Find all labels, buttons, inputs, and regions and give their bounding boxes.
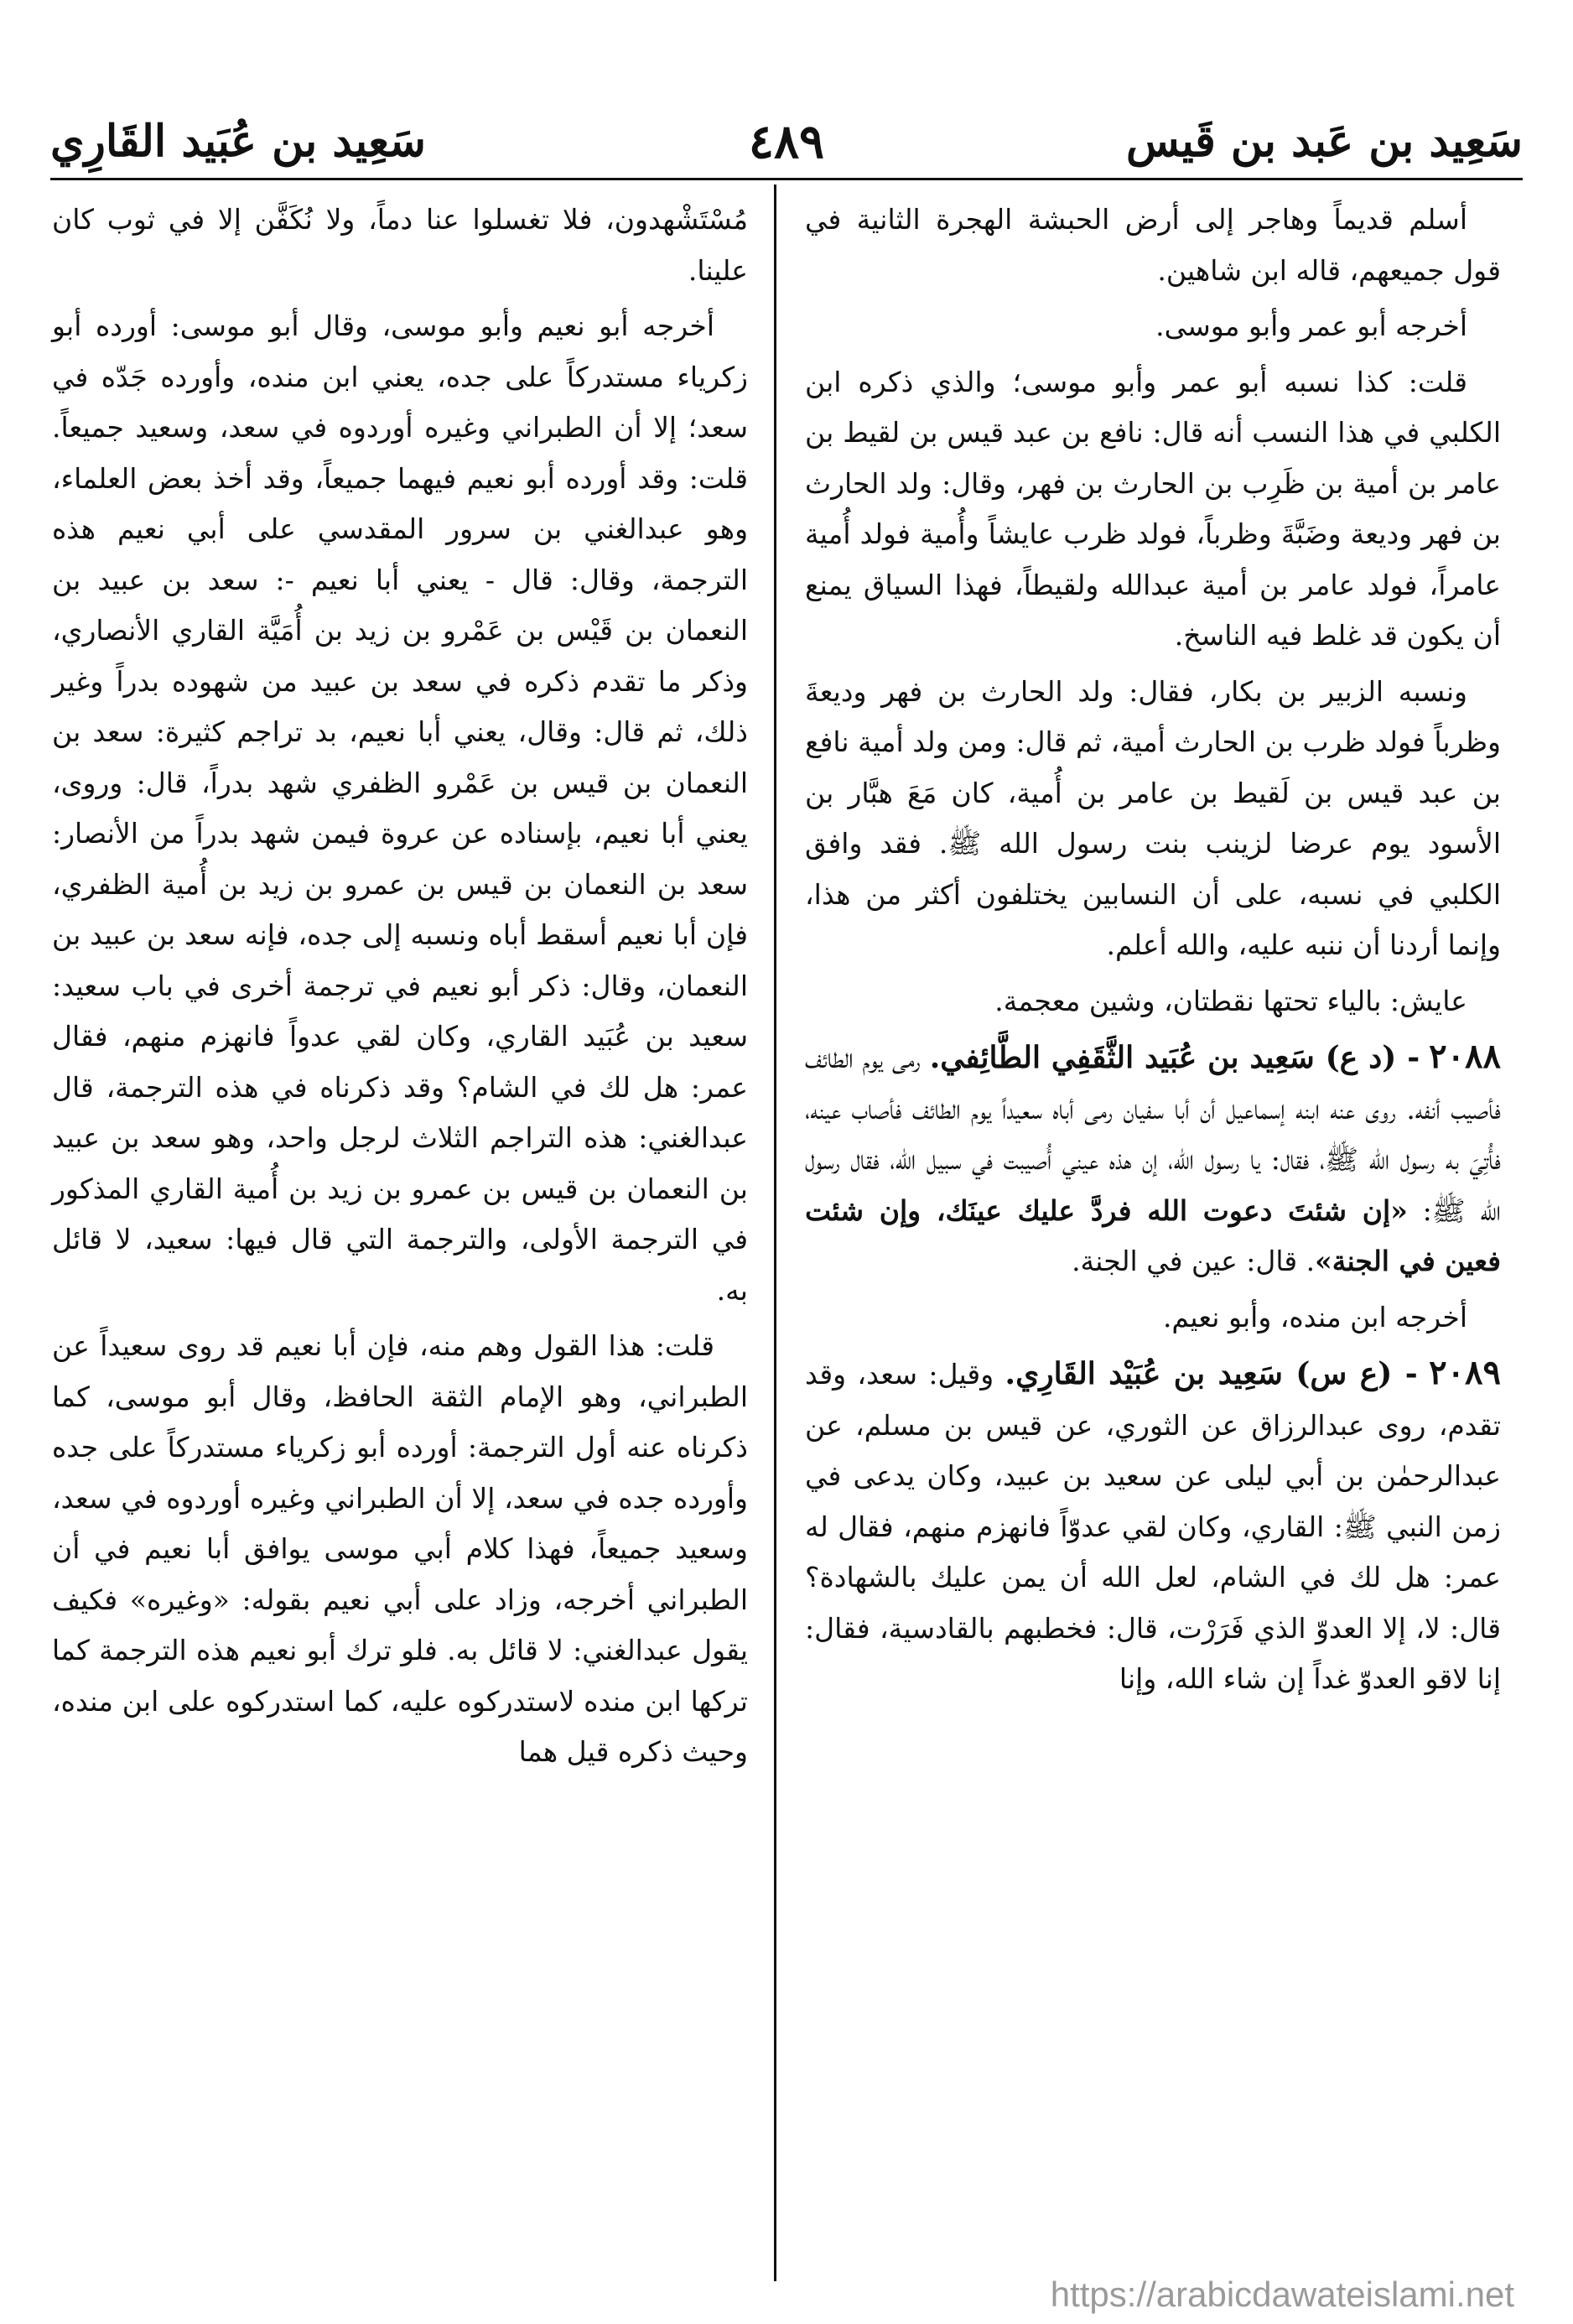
paragraph: أخرجه أبو نعيم وأبو موسى، وقال أبو موسى: أورده أبو زكرياء مستدركاً على جده، يعني ابن منده، وأورده جَدّه في سعد؛ إلا أن الطبراني وغيره أوردوه في سعد، وسعيد جميعاً. قلت: وقد أورده أبو نعيم فيهما جميعاً، وقد أخذ بعض العلماء، وهو عبدالغني بن سرور المقدسي على أبي نعيم هذه الترجمة، وقال: قال - يعني أبا نعيم -: سعد بن عبيد بن النعمان بن قَيْس بن عَمْرو بن زيد بن أُمَيَّة القاري الأنصاري، وذكر ما تقدم ذكره في سعد بن عبيد من شهوده بدراً وغير ذلك، ثم قال: وقال، يعني أبا نعيم، بد تراجم كثيرة: سعد بن النعمان بن قيس بن عَمْرو الظفري شهد بدراً، قال: وروى، يعني أبا نعيم، بإسناده عن عروة فيمن شهد بدراً من الأنصار: سعد بن النعمان بن قيس بن عمرو بن زيد بن أُمية الظفري، فإن أبا نعيم أسقط أباه ونسبه إلى جده، فإنه سعد بن عبيد بن النعمان، وقال: ذكر أبو نعيم في ترجمة أخرى في باب سعيد: سعيد بن عُبَيد القاري، وكان لقي عدواً فانهزم منهم، فقال عمر: هل لك في الشام؟ وقد ذكرناه في هذه الترجمة، قال عبدالغني: هذه التراجم الثلاث لرجل واحد، وهو سعد بن عبيد بن النعمان بن قيس بن عمرو بن زيد بن أُمية القاري المذكور في الترجمة الأولى، والترجمة التي قال فيها: سعيد، لا قائل به.: [52, 309, 748, 1307]
entry-2088: [805, 1032, 1501, 1287]
watermark-url: https://arabicdawateislami.net: [1050, 2275, 1514, 2314]
paragraph: ونسبه الزبير بن بكار، فقال: ولد الحارث بن فهر وديعةَ وظرباً فولد ظرب بن الحارث أمية، ثم قال: ومن ولد أمية نافع بن عبد قيس بن لَقيط بن عامر بن أُمية، كان مَعَ هبَّار بن الأسود يوم عرضا لزينب بنت رسول الله ﷺ. فقد وافق الكلبي في نسبه، على أن النسابين يختلفون أكثر من هذا، وإنما أردنا أن ننبه عليه، والله أعلم.: [805, 674, 1501, 961]
entry-2089: [805, 1348, 1501, 1705]
entry-number: ٢٠٨٩: [1429, 1353, 1501, 1392]
entry-heading: - (ع س) سَعِيد بن عُبَيْد القَارِي.: [1005, 1356, 1418, 1391]
header-rule: [50, 178, 1523, 180]
page-number: ٤٨٩: [748, 114, 825, 169]
column-divider: [774, 185, 776, 2281]
right-column: [805, 195, 1501, 1710]
paragraph: أسلم قديماً وهاجر إلى أرض الحبشة الهجرة الثانية في قول جميعهم، قاله ابن شاهين.: [805, 203, 1501, 287]
running-title-left: سَعِيد بن عُبَيد القَارِي: [50, 116, 426, 167]
entry-body: وقيل: سعد، وقد تقدم، روى عبدالرزاق عن الثوري، عن قيس بن مسلم، عن عبدالرحمٰن بن أبي ليلى عن سعيد بن عبيد، وكان يدعى في زمن النبي ﷺ: القاري، وكان لقي عدوّاً فانهزم منهم، فقال له عمر: هل لك في الشام، لعل الله أن يمن عليك بالشهادة؟ قال: لا، إلا العدوّ الذي فَرَرْت، قال: فخطبهم بالقادسية، فقال: إنا لاقو العدوّ غداً إن شاء الله، وإنا: [805, 1358, 1501, 1695]
left-column: [52, 195, 748, 1783]
running-title-right: سَعِيد بن عَبد بن قَيس: [1125, 116, 1523, 167]
paragraph: قلت: كذا نسبه أبو عمر وأبو موسى؛ والذي ذكره ابن الكلبي في هذا النسب أنه قال: نافع بن عبد قيس بن لقيط بن عامر بن أمية بن ظَرِب بن الحارث بن فهر، وقال: ولد الحارث بن فهر وديعة وضَبَّةَ وظرباً، فولد ظرب عايشاً وأُمية فولد أُمية عامراً، فولد عامر بن أمية عبدالله ولقيطاً، فهذا السياق يمنع أن يكون قد غلط فيه الناسخ.: [805, 365, 1501, 652]
entry-number: ٢٠٨٨: [1429, 1037, 1501, 1076]
hadith-quote: «إن شئتَ دعوت الله فردَّ عليك عينَك، وإن شئت فعين في الجنة»: [805, 1193, 1501, 1277]
paragraph: قلت: هذا القول وهم منه، فإن أبا نعيم قد روى سعيداً عن الطبراني، وهو الإمام الثقة الحافظ، وقال أبو موسى، كما ذكرناه عنه أول الترجمة: أورده أبو زكرياء مستدركاً على جده وأورده جده في سعد، إلا أن الطبراني وغيره أوردوه في سعد، وسعيد جميعاً، فهذا كلام أبي موسى يوافق أبا نعيم في أن الطبراني أخرجه، وزاد على أبي نعيم بقوله: «وغيره» فكيف يقول عبدالغني: لا قائل به. فلو ترك أبو نعيم هذه الترجمة كما تركها ابن منده لاستدركوه عليه، كما استدركوه على ابن منده، وحيث ذكره قيل هما: [52, 1329, 748, 1768]
entry-source: أخرجه ابن منده، وأبو نعيم.: [1162, 1300, 1467, 1334]
paragraph: مُسْتَشْهدون، فلا تغسلوا عنا دماً، ولا نُكَفَّن إلا في ثوب كان علينا.: [52, 203, 748, 287]
entry-body: رمى يوم الطائف فأصيب أنفه. روى عنه ابنه إسماعيل أن أبا سفيان رمى أباه سعيداً يوم الطائف فأصاب عينه، فأُتِيَ به رسول الله ﷺ، فقال: يا رسول الله، إن هذه عيني أُصيبت في سبيل الله، فقال رسول الله ﷺ:: [805, 1042, 1501, 1227]
paragraph: أخرجه أبو عمر وأبو موسى.: [1155, 309, 1467, 342]
entry-heading: - (د ع) سَعِيد بن عُبَيد الثَّقَفِي الطَّائِفي.: [929, 1040, 1420, 1075]
page-header: [50, 101, 1523, 185]
paragraph: عايش: بالياء تحتها نقطتان، وشين معجمة.: [994, 984, 1467, 1017]
entry-body-end: . قال: عين في الجنة.: [1072, 1245, 1316, 1277]
